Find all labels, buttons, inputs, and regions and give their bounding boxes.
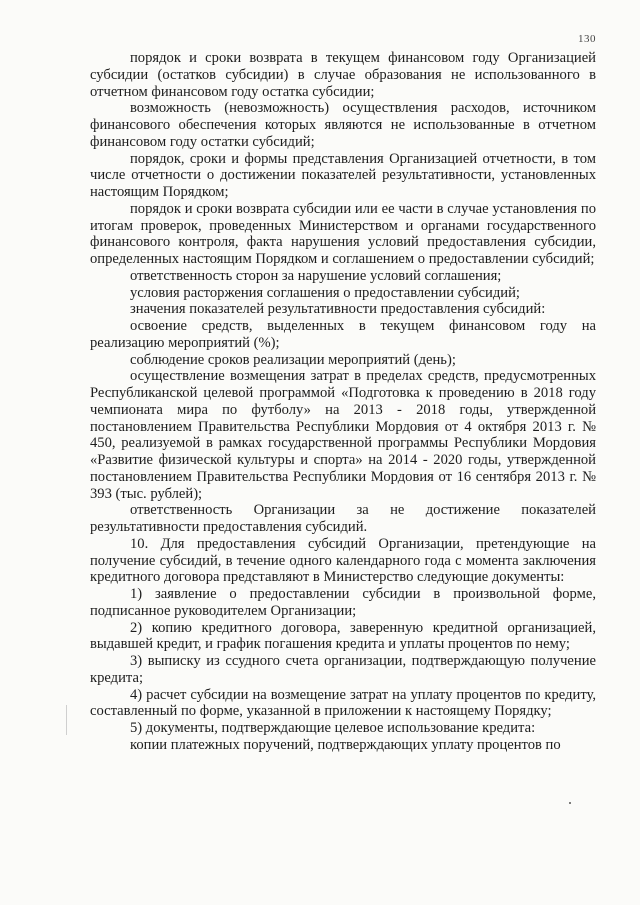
list-item-3: 3) выписку из ссудного счета организации, подтверждающую получение кредита; <box>90 653 596 686</box>
paragraph-section-10: 10. Для предоставления субсидий Организации, претендующие на получение субсидий, в течение одного календарного года с момента заключения кредитного договора представляют в Министерство следующие документы: <box>90 535 596 586</box>
paragraph-payment-copies: копии платежных поручений, подтверждающих уплату процентов по <box>130 736 561 753</box>
list-item-4: 4) расчет субсидии на возмещение затрат на уплату процентов по кредиту, составленный по форме, указанной в приложении к настоящему Порядку; <box>90 686 596 720</box>
paragraph-return-order: порядок и сроки возврата в текущем финансовом году Организацией субсидии (остатков субсидии) в случае образования не использованного в отчетном финансовом году остатка субсидии; <box>90 50 596 100</box>
list-item-2: 2) копию кредитного договора, заверенную кредитной организацией, выдавшей кредит, и график погашения кредита и уплаты процентов по нему; <box>90 619 596 653</box>
paragraph-indicators: значения показателей результативности предоставления субсидий: <box>130 301 546 318</box>
paragraph-expense-possibility: возможность (невозможность) осуществления расходов, источником финансового обеспечения которых являются не использованные в отчетном финансовом году остатки субсидий; <box>90 100 596 150</box>
paragraph-reporting: порядок, сроки и формы представления Организацией отчетности, в том числе отчетности о достижении показателей результативности, установленных настоящим Порядком; <box>90 150 596 200</box>
paragraph-responsibility: ответственность сторон за нарушение условий соглашения; <box>130 267 502 284</box>
page-number: 130 <box>578 33 596 45</box>
paragraph-return-violation: порядок и сроки возврата субсидии или ее части в случае установления по итогам проверок, проведенных Министерством и органами государственного финансового контроля, факта нарушения условий предоставления субсидии, определенных настоящим Порядком и соглашением о предоставлении субсидий; <box>90 200 596 267</box>
paragraph-org-responsibility: ответственность Организации за не достижение показателей результативности предоставления субсидий. <box>90 502 596 535</box>
scan-speck <box>569 802 571 804</box>
list-item-5: 5) документы, подтверждающие целевое использование кредита: <box>130 720 536 736</box>
list-item-1: 1) заявление о предоставлении субсидии в произвольной форме, подписанное руководителем Организации; <box>90 586 596 619</box>
document-body <box>90 50 596 754</box>
paragraph-reimbursement: осуществление возмещения затрат в пределах средств, предусмотренных Республиканской целевой программой «Подготовка к проведению в 2018 году чемпионата мира по футболу» на 2013 - 2018 годы, утвержденной постановлением Правительства Республики Мордовия от 4 октября 2013 г. № 450, реализуемой в рамках государственной программы Республики Мордовия «Развитие физической культуры и спорта» на 2014 - 2020 годы, утвержденной постановлением Правительства Республики Мордовия от 16 сентября 2013 г. № 393 (тыс. рублей); <box>90 368 596 502</box>
margin-mark <box>66 705 67 735</box>
paragraph-termination: условия расторжения соглашения о предоставлении субсидий; <box>130 284 520 301</box>
paragraph-deadlines: соблюдение сроков реализации мероприятий (день); <box>130 351 456 368</box>
paragraph-funds-use: освоение средств, выделенных в текущем финансовом году на реализацию мероприятий (%); <box>90 318 596 351</box>
